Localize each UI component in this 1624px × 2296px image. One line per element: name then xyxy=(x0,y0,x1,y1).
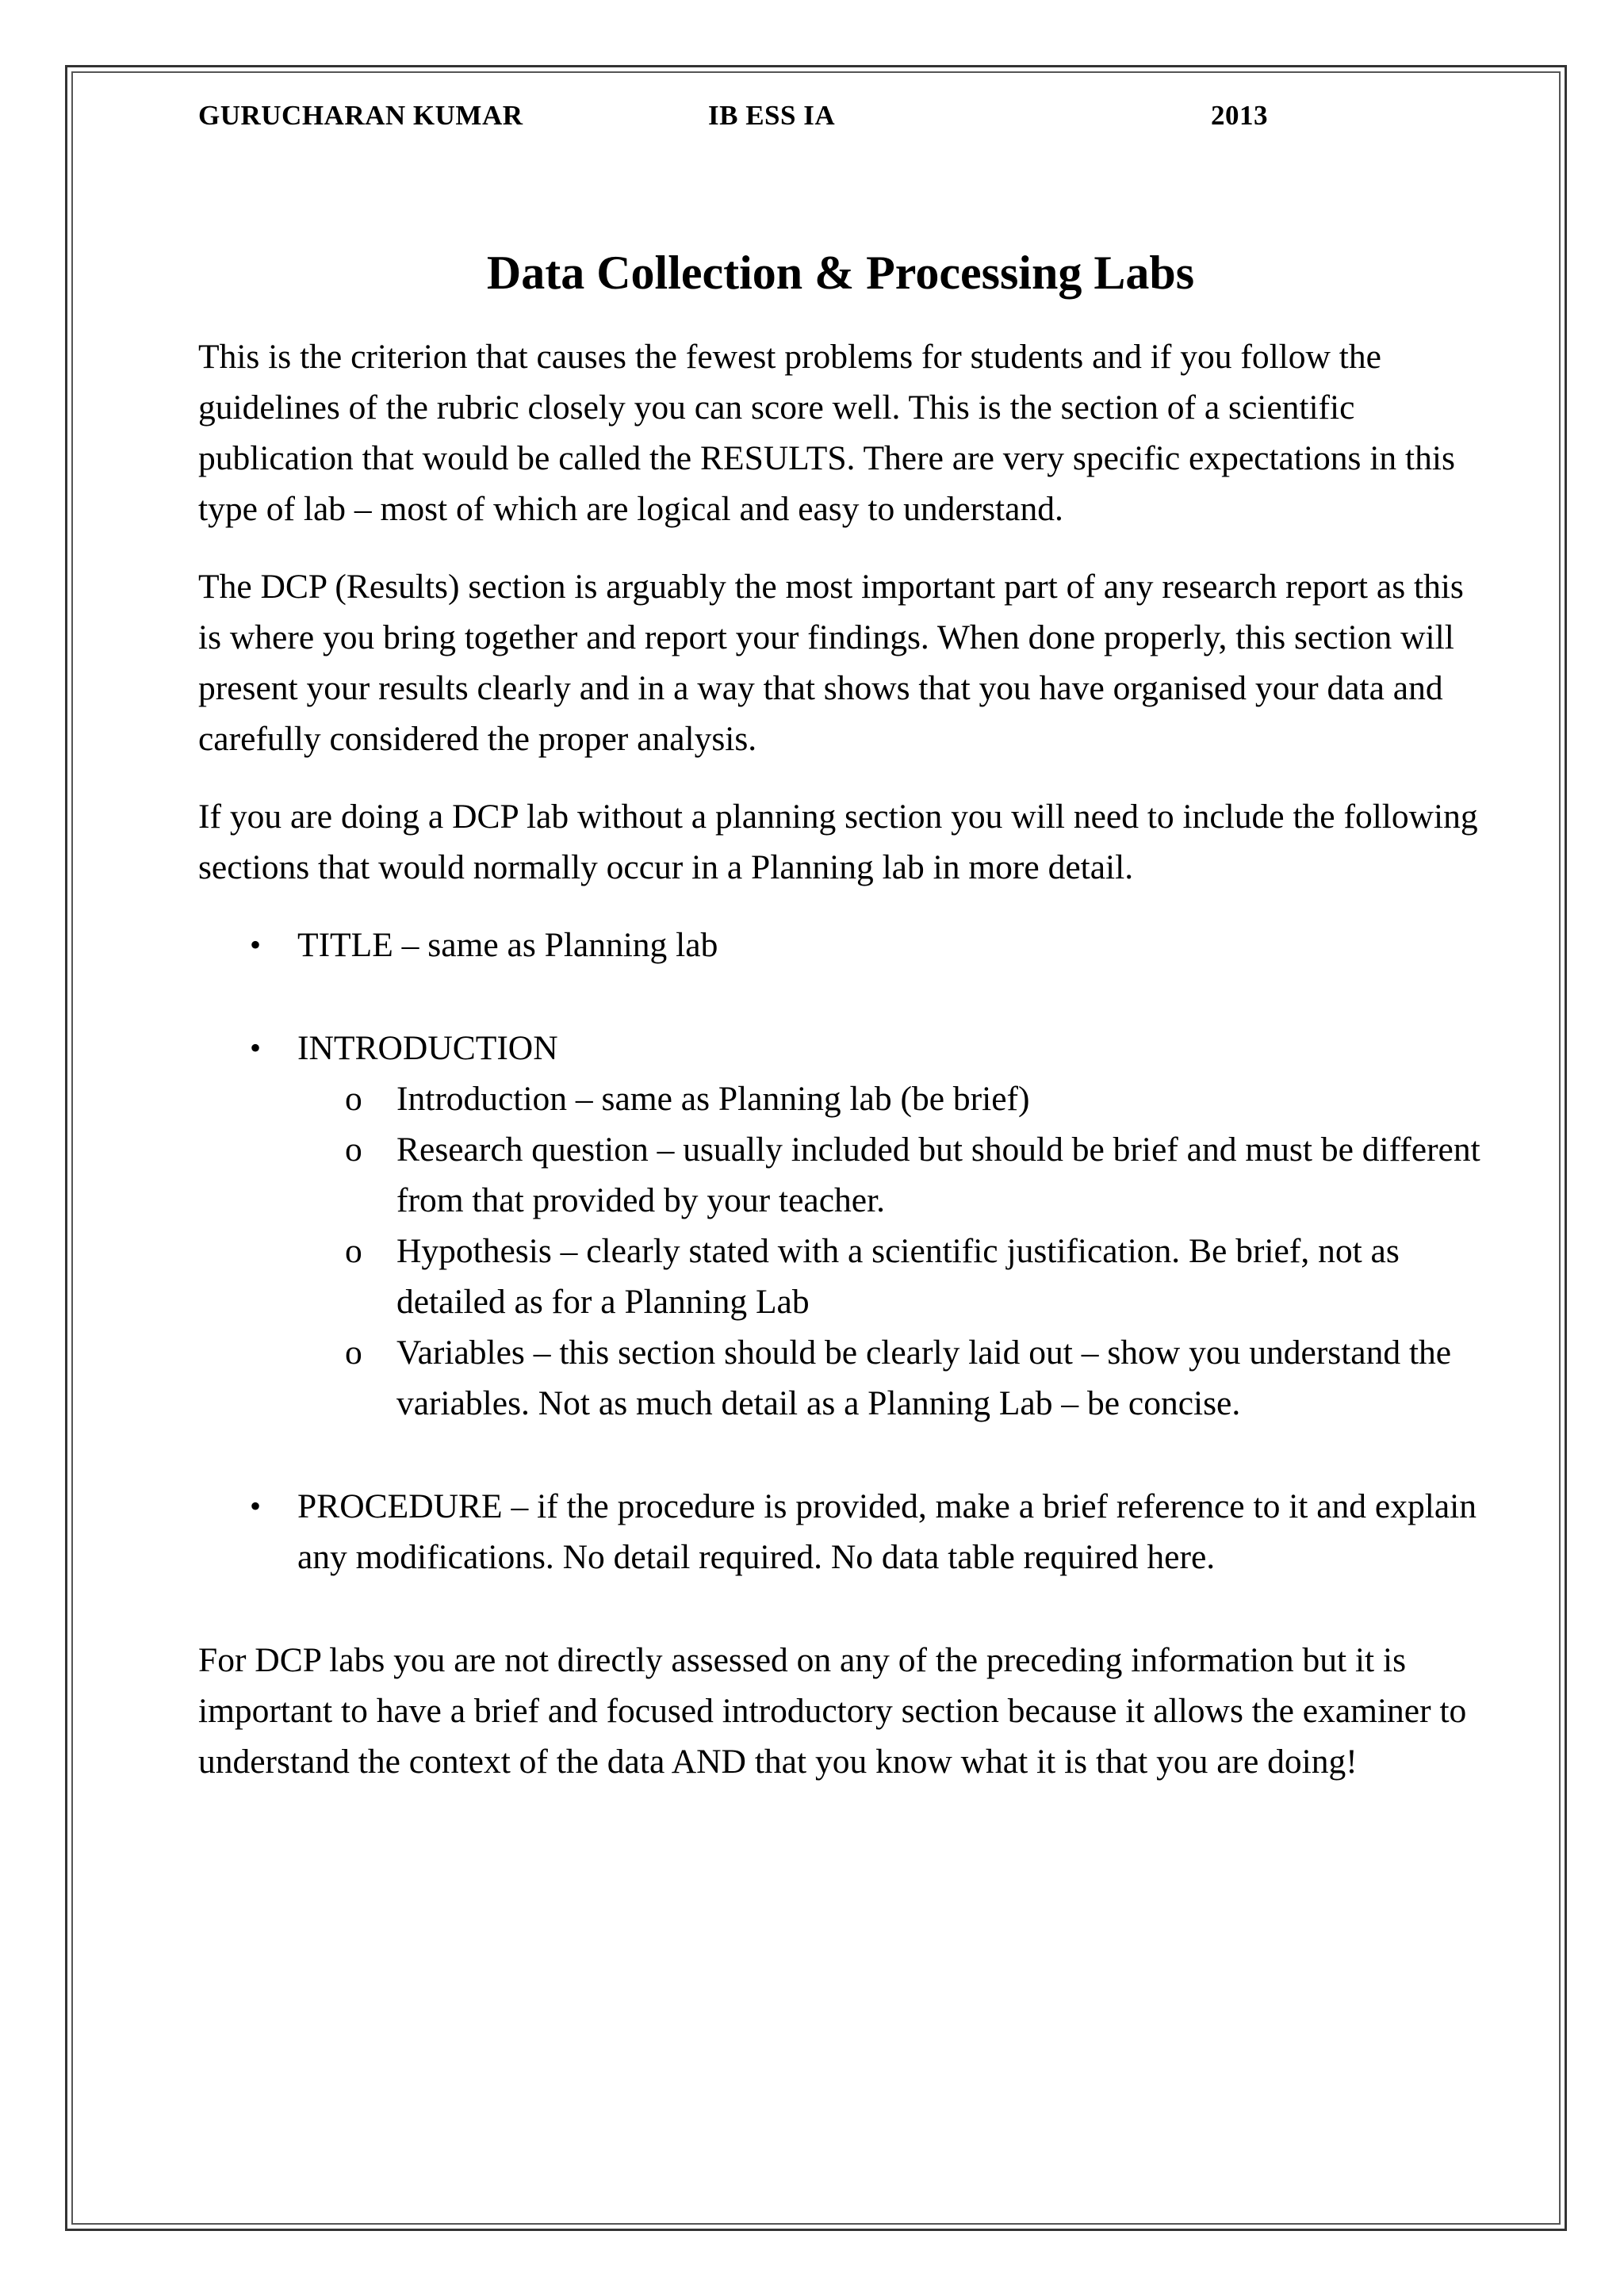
sublist-item-text: Hypothesis – clearly stated with a scientific justification. Be brief, not as detailed as for a Planning Lab xyxy=(396,1232,1400,1321)
page-title: Data Collection & Processing Labs xyxy=(486,247,1195,299)
list-item-text: PROCEDURE – if the procedure is provided, make a brief reference to it and explain any modifications. No detail required. No data table required here. xyxy=(297,1487,1477,1576)
bullet-icon: • xyxy=(250,1030,262,1066)
section-list xyxy=(198,920,1483,1582)
closing-paragraph: For DCP labs you are not directly assessed on any of the preceding information but it is important to have a brief and focused introductory section because it allows the examiner to understand the context of the data AND that you know what it is that you are doing! xyxy=(198,1641,1467,1781)
sublist-item-text: Variables – this section should be clearly laid out – show you understand the variables. Not as much detail as a Planning Lab – be concise. xyxy=(396,1334,1452,1422)
circle-bullet-icon: o xyxy=(345,1131,362,1169)
list-item-text: INTRODUCTION xyxy=(297,1029,558,1067)
list-item-text: TITLE – same as Planning lab xyxy=(297,926,718,964)
introduction-sublist xyxy=(297,1073,1483,1429)
circle-bullet-icon: o xyxy=(345,1232,362,1270)
paragraph-1: This is the criterion that causes the fewest problems for students and if you follow the guidelines of the rubric closely you can score well. This is the section of a scientific publication that would be called the RESULTS. There are very specific expectations in this type of lab – most of which are logical and easy to understand. xyxy=(198,338,1455,528)
header-author: GURUCHARAN KUMAR xyxy=(198,100,523,131)
list-item-title xyxy=(198,920,1483,970)
document-content xyxy=(198,94,1483,1781)
header-course: IB ESS IA xyxy=(708,100,836,131)
sublist-item xyxy=(297,1327,1483,1429)
circle-bullet-icon: o xyxy=(345,1080,362,1118)
paragraph-3: If you are doing a DCP lab without a planning section you will need to include the following sections that would normally occur in a Planning lab in more detail. xyxy=(198,798,1478,886)
header-year: 2013 xyxy=(1211,100,1268,131)
body-text xyxy=(198,331,1483,1814)
sublist-item xyxy=(297,1124,1483,1226)
sublist-item-text: Research question – usually included but should be brief and must be different from that provided by your teacher. xyxy=(396,1131,1480,1219)
sublist-item xyxy=(297,1073,1483,1124)
list-item-introduction xyxy=(198,1023,1483,1429)
list-item-procedure xyxy=(198,1481,1483,1582)
sublist-item xyxy=(297,1226,1483,1327)
sublist-item-text: Introduction – same as Planning lab (be brief) xyxy=(396,1080,1030,1118)
bullet-icon: • xyxy=(250,1488,262,1524)
bullet-icon: • xyxy=(250,927,262,962)
page-header xyxy=(198,94,1483,141)
paragraph-2: The DCP (Results) section is arguably the most important part of any research report as this is where you bring together and report your findings. When done properly, this section will present your results clearly and in a way that shows that you have organised your data and carefully considered the proper analysis. xyxy=(198,568,1464,758)
circle-bullet-icon: o xyxy=(345,1334,362,1372)
